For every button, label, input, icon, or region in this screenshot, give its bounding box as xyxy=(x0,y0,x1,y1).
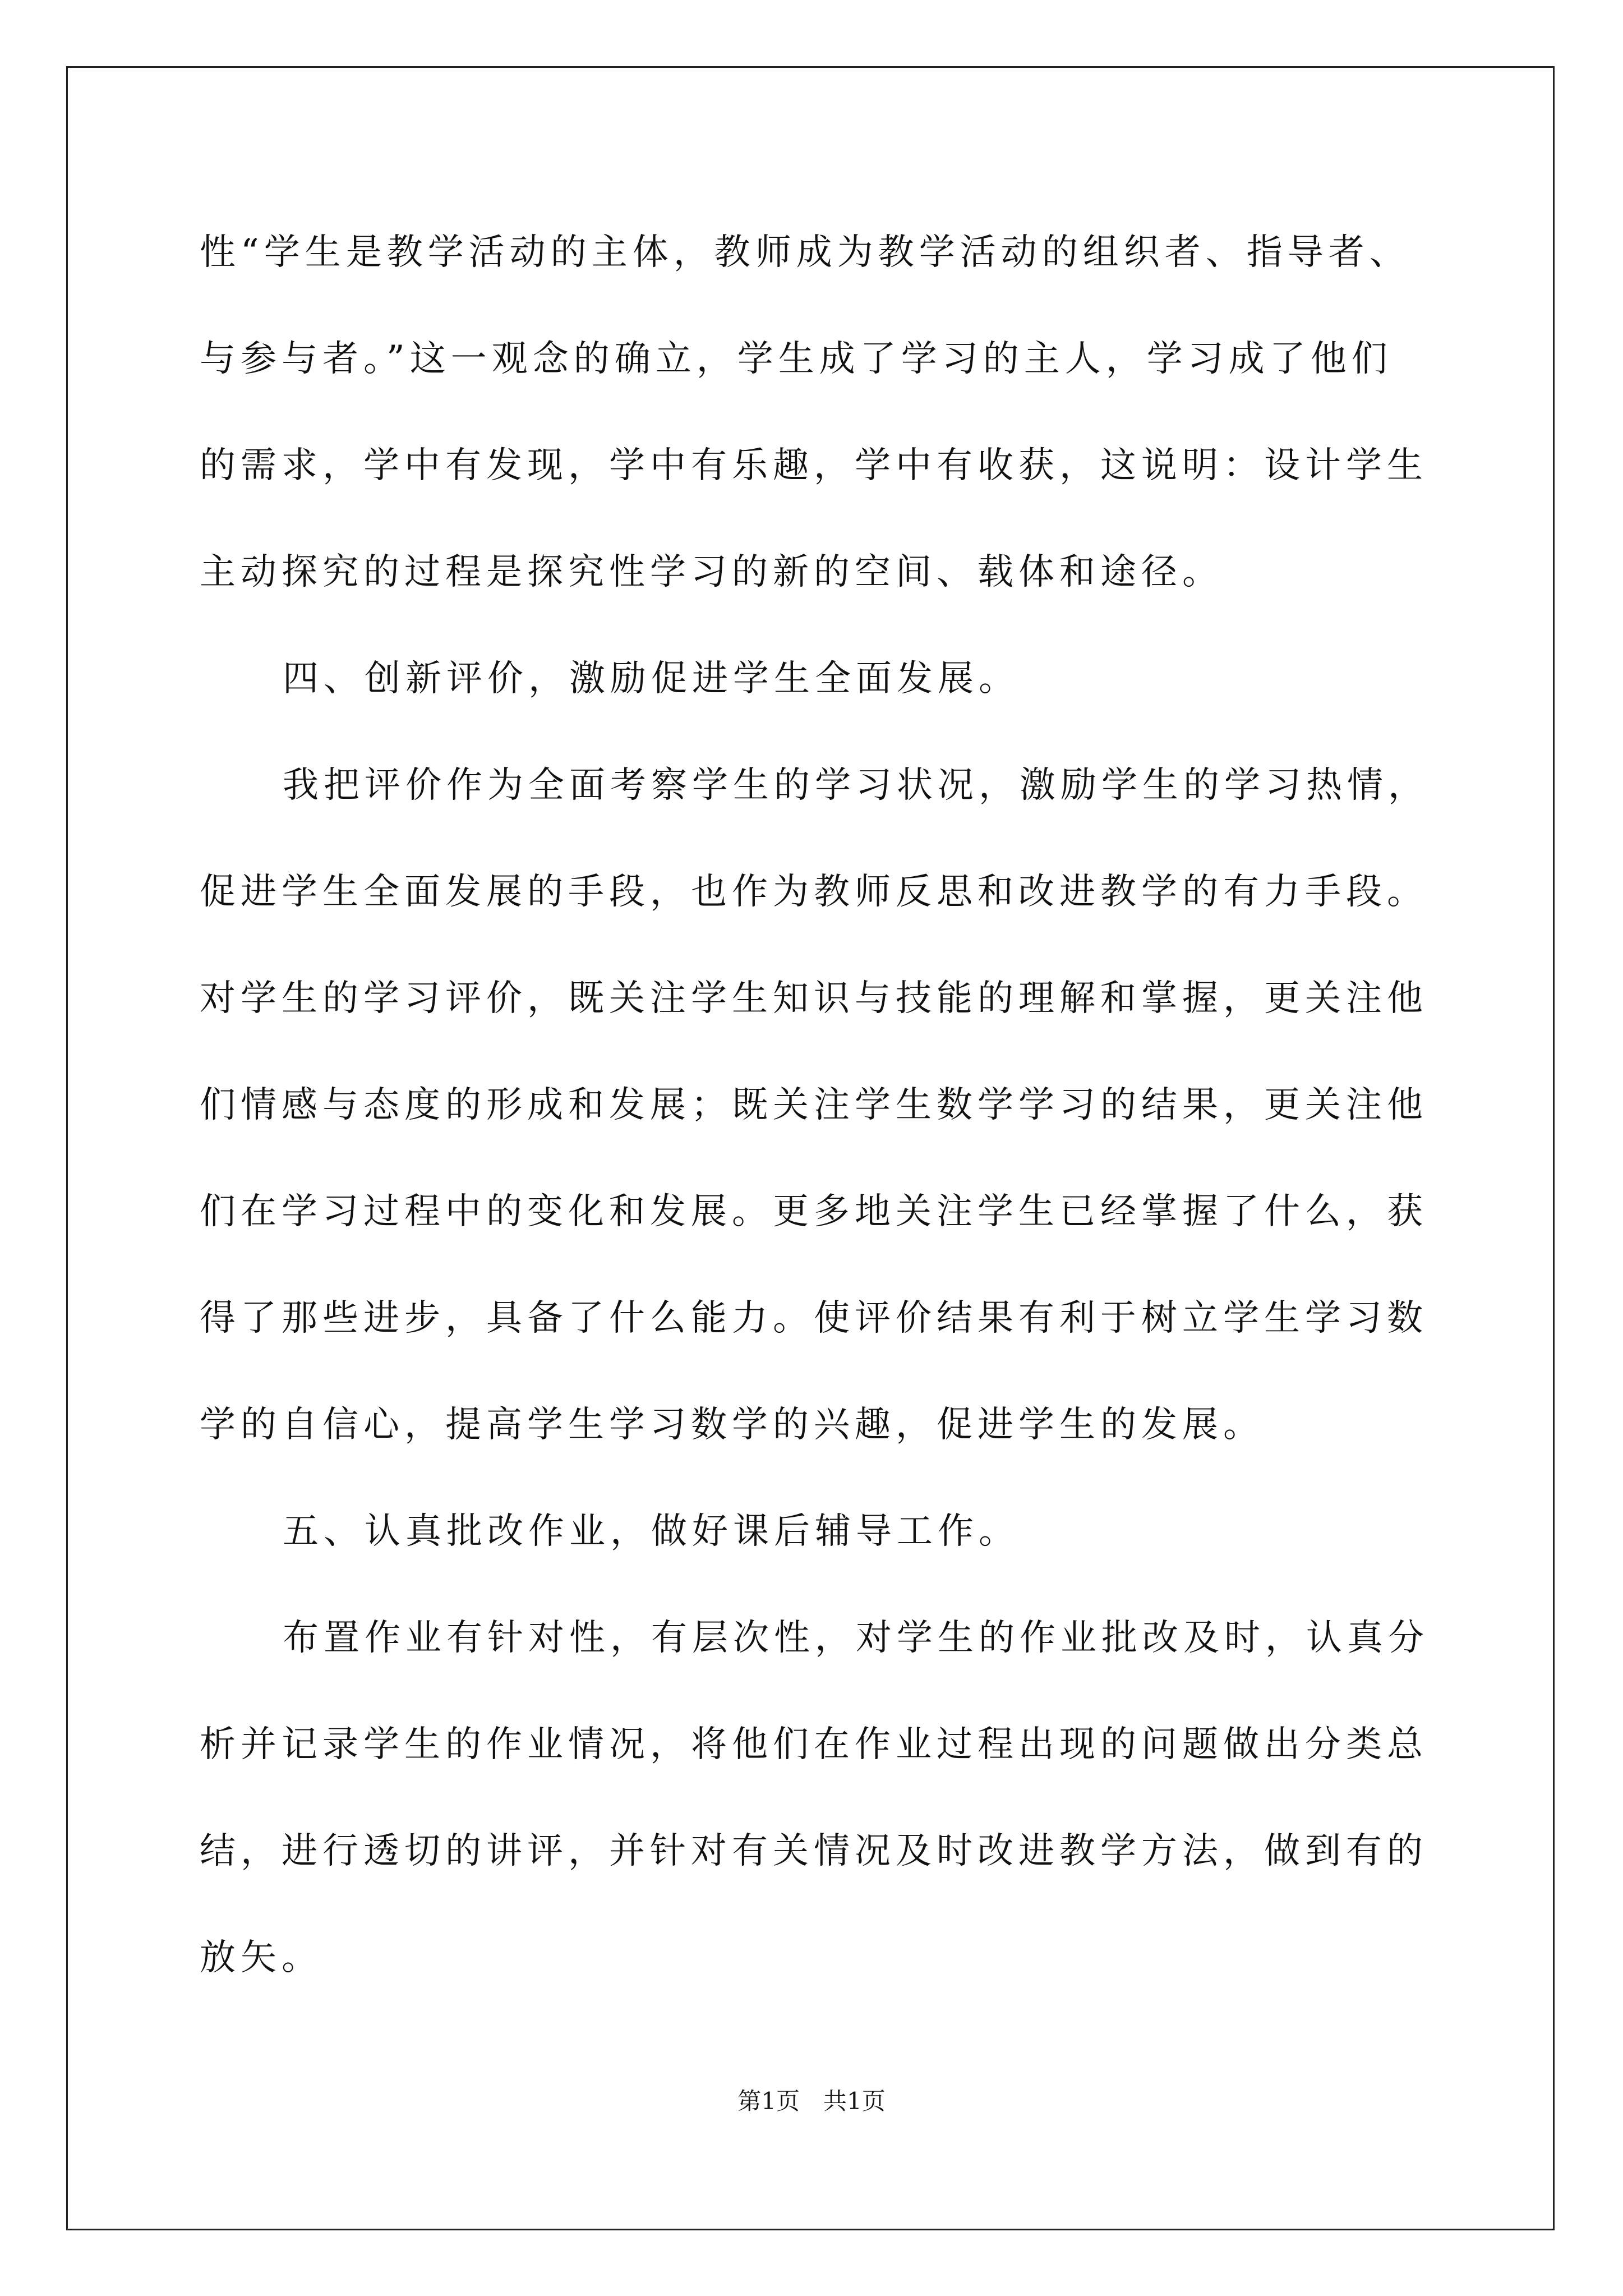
text-line: 学的自信心，提高学生学习数学的兴趣，促进学生的发展。 xyxy=(200,1404,1264,1446)
text-line: 们在学习过程中的变化和发展。更多地关注学生已经掌握了什么，获 xyxy=(200,1191,1428,1232)
text-line: 我把评价作为全面考察学生的学习状况，激励学生的学习热情， xyxy=(283,765,1429,806)
text-line: 主动探究的过程是探究性学习的新的空间、载体和途径。 xyxy=(200,551,1223,593)
text-line: 五、认真批改作业，做好课后辅导工作。 xyxy=(283,1511,1020,1552)
text-line: 性“学生是教学活动的主体，教师成为教学活动的组织者、指导者、 xyxy=(200,232,1410,273)
text-line: 得了那些进步，具备了什么能力。使评价结果有利于树立学生学习数 xyxy=(200,1297,1428,1339)
text-line: 析并记录学生的作业情况，将他们在作业过程出现的问题做出分类总 xyxy=(200,1724,1428,1765)
text-line: 放矢。 xyxy=(200,1937,322,1978)
text-line: 促进学生全面发展的手段，也作为教师反思和改进教学的有力手段。 xyxy=(200,871,1428,913)
text-line: 对学生的学习评价，既关注学生知识与技能的理解和掌握，更关注他 xyxy=(200,978,1428,1019)
page-footer: 第1页 共1页 xyxy=(737,2087,886,2115)
text-line: 结，进行透切的讲评，并针对有关情况及时改进教学方法，做到有的 xyxy=(200,1830,1428,1872)
text-line: 布置作业有针对性，有层次性，对学生的作业批改及时，认真分 xyxy=(283,1617,1429,1659)
text-line: 的需求，学中有发现，学中有乐趣，学中有收获，这说明：设计学生 xyxy=(200,445,1428,486)
text-line: 们情感与态度的形成和发展；既关注学生数学学习的结果，更关注他 xyxy=(200,1084,1428,1126)
document-body xyxy=(200,211,1428,2023)
text-line: 四、创新评价，激励促进学生全面发展。 xyxy=(283,658,1020,700)
text-line: 与参与者。”这一观念的确立，学生成了学习的主人，学习成了他们 xyxy=(200,338,1393,380)
